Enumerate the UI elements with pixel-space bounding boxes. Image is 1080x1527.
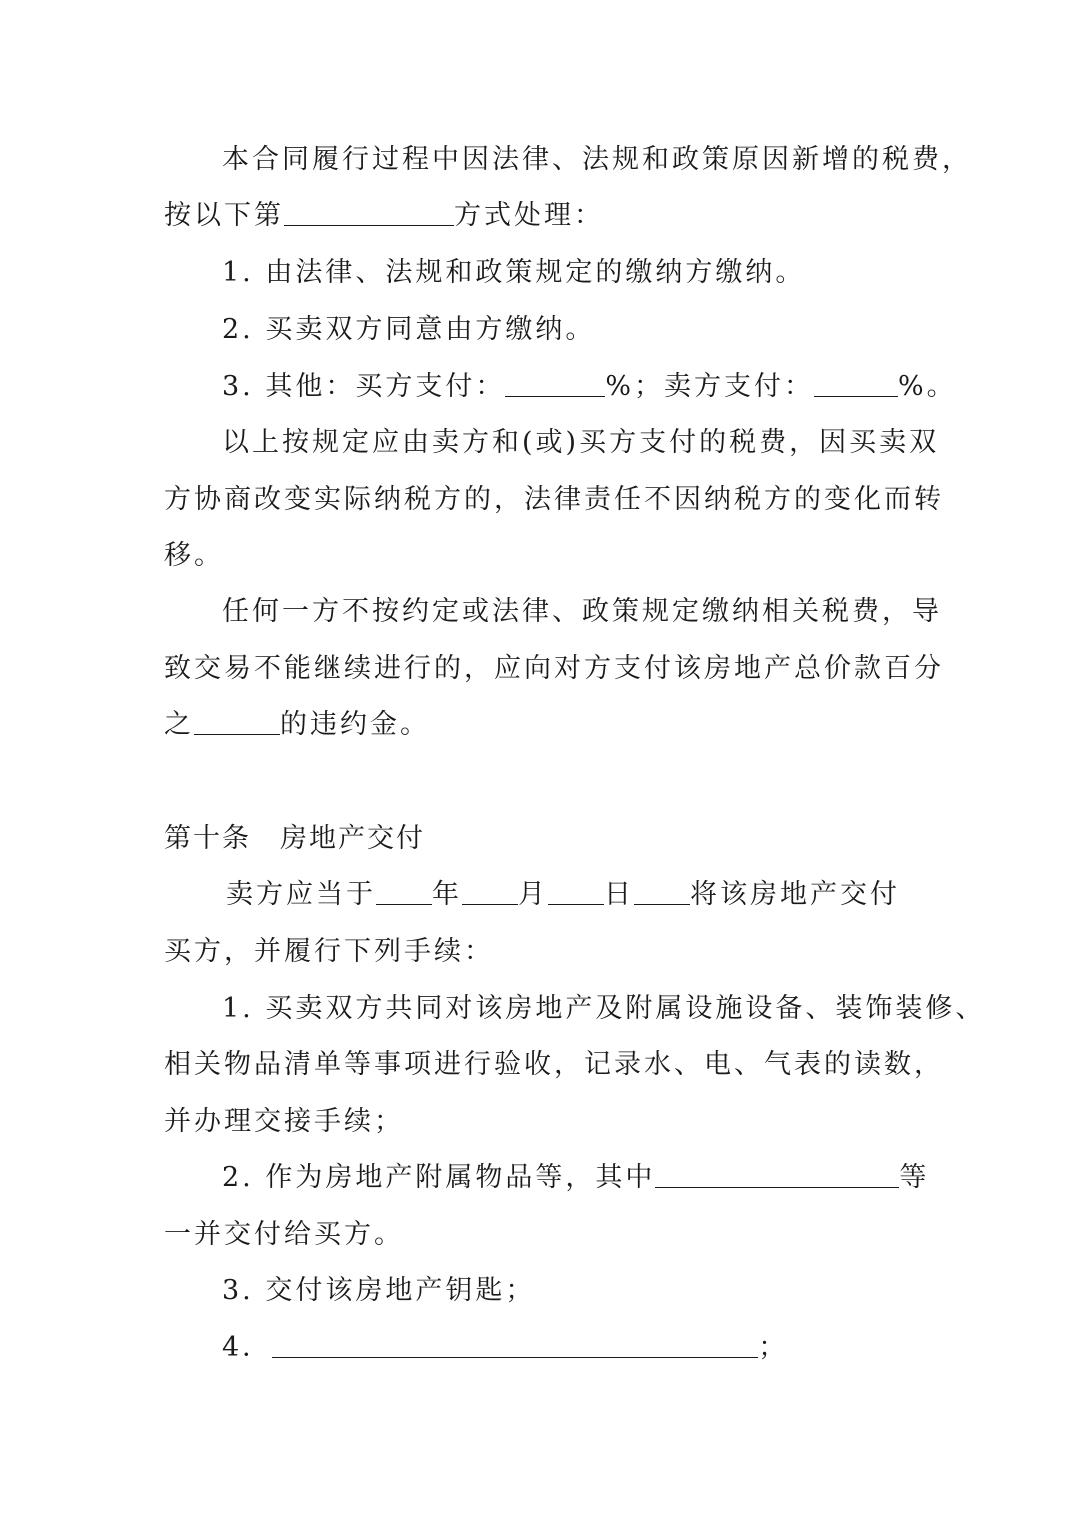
- text: 卖方应当于: [226, 879, 376, 910]
- text: 2. 买卖双方同意由方缴纳。: [222, 314, 596, 345]
- heading-text: 第十条 房地产交付: [164, 823, 425, 854]
- text: 之: [164, 709, 194, 740]
- text: 移。: [164, 540, 224, 571]
- text: 将该房地产交付: [690, 879, 900, 910]
- tax-para3-line-3: [164, 705, 430, 745]
- tax-para2-line-2: [164, 480, 944, 520]
- tax-option-1: [222, 253, 805, 293]
- article-10-heading: [164, 819, 425, 859]
- tax-option-2: [222, 310, 595, 350]
- text: 方式处理：: [454, 200, 604, 231]
- fill-blank-year[interactable]: [376, 876, 432, 905]
- fill-blank-extra[interactable]: [634, 876, 690, 905]
- tax-intro-line-2: [164, 196, 604, 236]
- tax-option-3: [222, 367, 957, 407]
- text: 3. 其他：买方支付：: [222, 371, 506, 402]
- article-10-para1-line-2: [164, 932, 494, 972]
- fill-blank-item4[interactable]: [272, 1329, 758, 1358]
- text: 并办理交接手续；: [164, 1106, 404, 1137]
- text: 方协商改变实际纳税方的，法律责任不因纳税方的变化而转: [164, 484, 944, 515]
- fill-blank-day[interactable]: [548, 876, 604, 905]
- text: 1. 买卖双方共同对该房地产及附属设施设备、装饰装修、: [222, 993, 986, 1024]
- tax-para3-line-1: [222, 592, 942, 632]
- text: 按以下第: [164, 200, 284, 231]
- fill-blank-buyer-percent[interactable]: [505, 368, 605, 397]
- text: 3. 交付该房地产钥匙；: [222, 1275, 536, 1306]
- text: 等: [899, 1162, 930, 1193]
- fill-blank-month[interactable]: [462, 876, 518, 905]
- article-10-item1-line-1: [222, 989, 985, 1029]
- text: ；: [758, 1332, 789, 1363]
- article-10-item2-line-2: [164, 1215, 404, 1255]
- text: 年: [432, 879, 462, 910]
- fill-blank-attached-items[interactable]: [655, 1159, 899, 1188]
- text: 1. 由法律、法规和政策规定的缴纳方缴纳。: [222, 257, 806, 288]
- text: 月: [518, 879, 548, 910]
- tax-para3-line-2: [164, 649, 944, 689]
- fill-blank-seller-percent[interactable]: [814, 368, 898, 397]
- text: %。: [898, 371, 957, 402]
- text: 日: [604, 879, 634, 910]
- tax-intro-line-1: [222, 140, 972, 180]
- text: 买方，并履行下列手续：: [164, 936, 494, 967]
- text: 2. 作为房地产附属物品等，其中: [222, 1162, 656, 1193]
- fill-blank-penalty-percent[interactable]: [194, 706, 280, 735]
- text: 任何一方不按约定或法律、政策规定缴纳相关税费，导: [222, 596, 942, 627]
- article-10-para1-line-1: [226, 875, 900, 915]
- fill-blank-method[interactable]: [284, 197, 454, 226]
- article-10-item3: [222, 1271, 535, 1311]
- tax-para2-line-3: [164, 536, 224, 576]
- text: 以上按规定应由卖方和(或)买方支付的税费，因买卖双: [222, 427, 940, 458]
- text: 4．: [222, 1332, 273, 1363]
- article-10-item1-line-2: [164, 1045, 944, 1085]
- text: 一并交付给买方。: [164, 1219, 404, 1250]
- text: 的违约金。: [280, 709, 430, 740]
- text: 致交易不能继续进行的，应向对方支付该房地产总价款百分: [164, 653, 944, 684]
- text: 本合同履行过程中因法律、法规和政策原因新增的税费，: [222, 144, 972, 175]
- tax-para2-line-1: [222, 423, 939, 463]
- text: %；卖方支付：: [605, 371, 814, 402]
- article-10-item4: [222, 1328, 788, 1368]
- article-10-item1-line-3: [164, 1102, 404, 1142]
- article-10-item2-line-1: [222, 1158, 929, 1198]
- text: 相关物品清单等事项进行验收，记录水、电、气表的读数，: [164, 1049, 944, 1080]
